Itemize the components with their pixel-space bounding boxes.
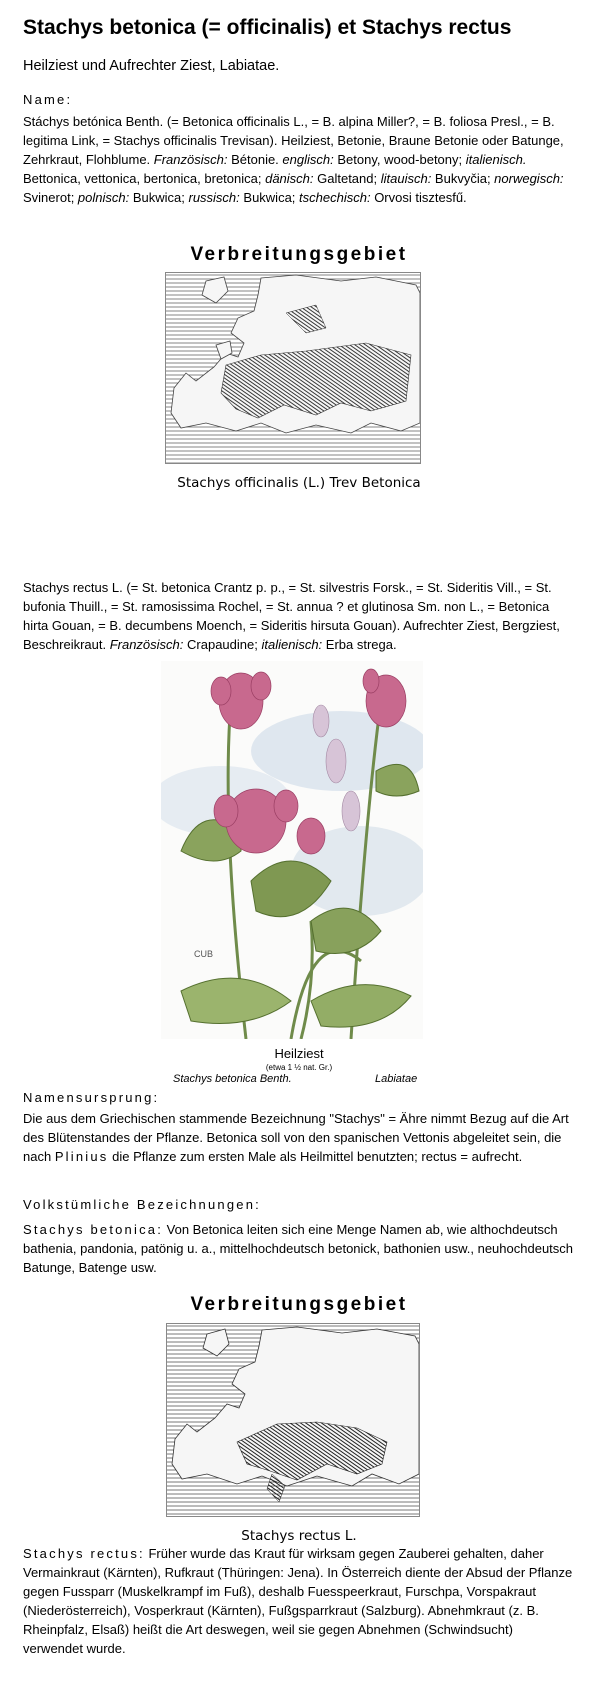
plate-species: Stachys betonica Benth. xyxy=(173,1073,292,1085)
section-title-distribution-1: Verbreitungsgebiet xyxy=(190,244,408,265)
plate-family: Labiatae xyxy=(375,1073,418,1085)
folk-names-label: Volkstümliche Bezeichnungen: xyxy=(23,1197,261,1212)
rectus-synonyms-paragraph: Stachys rectus L. (= St. betonica Crantz p. p., = St. silvestris Forsk., = St. Sideritis Vill., = St. bufonia Thuill., = St. ramosissima Rochel, = St. annua ? et glutinosa Sm. non L., = Betonica hirta Gouan, = B. decumbens Moench, = Sideritis hirsuta Gouan). Aufrechter Ziest, Bergziest, Beschreikraut. Französisch: Crapaudine; italienisch: Erba strega. xyxy=(23,580,560,652)
plant-illustration xyxy=(161,661,423,1039)
plate-title: Heilziest xyxy=(274,1046,324,1061)
origin-label: Namensursprung: xyxy=(23,1090,160,1105)
distribution-map-betonica xyxy=(165,272,421,464)
origin-paragraph: Die aus dem Griechischen stammende Bezeichnung "Stachys" = Ähre nimmt Bezug auf die Art des Blütenstandes der Pflanze. Betonica soll von den spanischen Vettonis abgeleitet sein, die nach Plinius die Pflanze zum ersten Male als Heilmittel benutzten; rectus = aufrecht. xyxy=(23,1111,569,1164)
folk-betonica-paragraph: Stachys betonica: Von Betonica leiten sich eine Menge Namen ab, wie althochdeutsch bathenia, pandonia, patönig u. a., mittelhochdeutsch betonick, bathonien usw., neuhochdeutsch Batunge, Batenge usw. xyxy=(23,1222,574,1275)
section-title-distribution-2: Verbreitungsgebiet xyxy=(190,1294,408,1315)
folk-rectus-paragraph: Stachys rectus: Früher wurde das Kraut für wirksam gegen Zauberei gehalten, daher Vermainkraut (Kärnten), Rufkraut (Thüringen: Jena). In Österreich diente der Absud der Pflanze gegen Fussparr (Muskelkrampf im Fuß), deshalb Fuesspeerkraut, Furschpa, Vorspakraut (Niederösterreich), Vosperkraut (Kärnten), Fußgsparrkraut (Salzburg). Abnehmkraut (z. B. Rheinpfalz, Elsaß) heißt die Art deswegen, weil sie gegen Abnehmen (Schwindsucht) verwendet wurde. xyxy=(23,1546,573,1656)
plate-scale: (etwa 1 ½ nat. Gr.) xyxy=(265,1063,333,1072)
name-paragraph: Stáchys betónica Benth. (= Betonica officinalis L., = B. alpina Miller?, = B. foliosa Presl., = B. legitima Link, = Stachys officinalis Trevisan). Heilziest, Betonie, Braune Betonie oder Batunge, Zehrkraut, Flohblume. Französisch: Bétonie. englisch: Betony, wood-betony; italienisch. Bettonica, vettonica, bertonica, bretonica; dänisch: Galtetand; litauisch: Bukvyčia; norwegisch: Svinerot; polnisch: Bukwica; russisch: Bukwica; tschechisch: Orvosi tisztesfű. xyxy=(23,114,564,205)
map1-caption: Stachys officinalis (L.) Trev Betonica xyxy=(177,475,421,491)
distribution-map-rectus xyxy=(166,1323,420,1517)
page-subtitle: Heilziest und Aufrechter Ziest, Labiatae. xyxy=(23,58,280,74)
illustrator-signature: CUB xyxy=(194,949,214,959)
map2-caption: Stachys rectus L. xyxy=(241,1528,357,1544)
page-title: Stachys betonica (= officinalis) et Stachys rectus xyxy=(23,16,512,39)
name-label: Name: xyxy=(23,92,73,107)
